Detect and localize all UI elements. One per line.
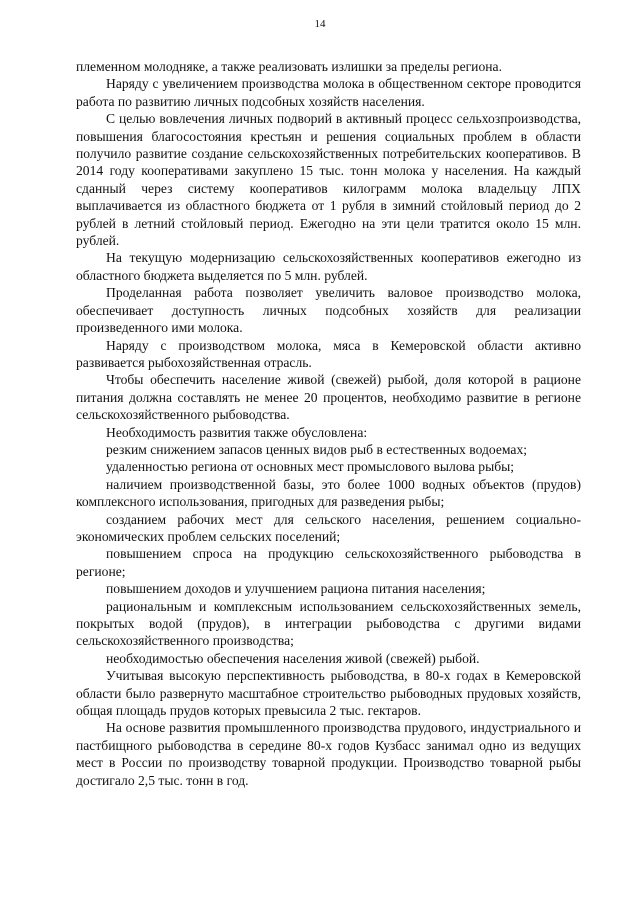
list-item: наличием производственной базы, это более 1000 водных объектов (прудов) комплексного использования, пригодных для разведения рыбы;	[76, 476, 581, 510]
paragraph: Необходимость развития также обусловлена:	[106, 424, 368, 440]
paragraph: Проделанная работа позволяет увеличить валовое производство молока, обеспечивает доступность личных подсобных хозяйств для реализации произведенного ими молока.	[76, 285, 581, 336]
list-item: повышением доходов и улучшением рациона питания населения;	[106, 581, 486, 597]
body-text	[76, 58, 581, 789]
paragraph: Чтобы обеспечить население живой (свежей) рыбой, доля которой в рационе питания должна составлять не менее 20 процентов, необходимо развитие в регионе сельскохозяйственного рыбоводства.	[76, 372, 581, 423]
paragraph: На основе развития промышленного производства прудового, индустриального и пастбищного рыбоводства в середине 80-х годов Кузбасс занимал одно из ведущих мест в России по производству товарной продукции. Производство товарной рыбы достигало 2,5 тыс. тонн в год.	[76, 720, 581, 788]
paragraph: На текущую модернизацию сельскохозяйственных кооперативов ежегодно из областного бюджета выделяется по 5 млн. рублей.	[76, 250, 581, 283]
list-item: повышением спроса на продукцию сельскохозяйственного рыбоводства в регионе;	[76, 546, 581, 579]
paragraph: С целью вовлечения личных подворий в активный процесс сельхозпроизводства, повышения благосостояния крестьян и решения социальных проблем в области получило развитие создание сельскохозяйственных потребительских кооперативов. В 2014 году кооперативами закуплено 15 тыс. тонн молока у населения. На каждый сданный через систему кооперативов килограмм молока владельцу ЛПХ выплачивается из областного бюджета от 1 рубля в зимний стойловый период до 2 рублей в летний стойловый период. Ежегодно на эти цели тратится около 15 млн. рублей.	[76, 111, 581, 249]
list-item: резким снижением запасов ценных видов рыб в естественных водоемах;	[106, 441, 528, 457]
paragraph-continuation: племенном молодняке, а также реализовать излишки за пределы региона.	[76, 59, 502, 74]
list-item: удаленностью региона от основных мест промыслового вылова рыбы;	[106, 459, 515, 475]
list-item: необходимостью обеспечения населения живой (свежей) рыбой.	[106, 650, 480, 666]
page-number: 14	[314, 18, 326, 30]
paragraph: Учитывая высокую перспективность рыбоводства, в 80-х годах в Кемеровской области было развернуто масштабное строительство рыбоводных прудовых хозяйств, общая площадь прудов которых превысила 2 тыс. гектаров.	[76, 668, 581, 719]
list-item: созданием рабочих мест для сельского населения, решением социально-экономических проблем сельских поселений;	[76, 511, 581, 544]
list-item: рациональным и комплексным использованием сельскохозяйственных земель, покрытых водой (прудов), в интеграции рыбоводства с другими видами сельскохозяйственного производства;	[76, 598, 581, 649]
paragraph: Наряду с увеличением производства молока в общественном секторе проводится работа по развитию личных подсобных хозяйств населения.	[76, 76, 581, 109]
paragraph: Наряду с производством молока, мяса в Кемеровской области активно развивается рыбохозяйственная отрасль.	[76, 337, 581, 370]
